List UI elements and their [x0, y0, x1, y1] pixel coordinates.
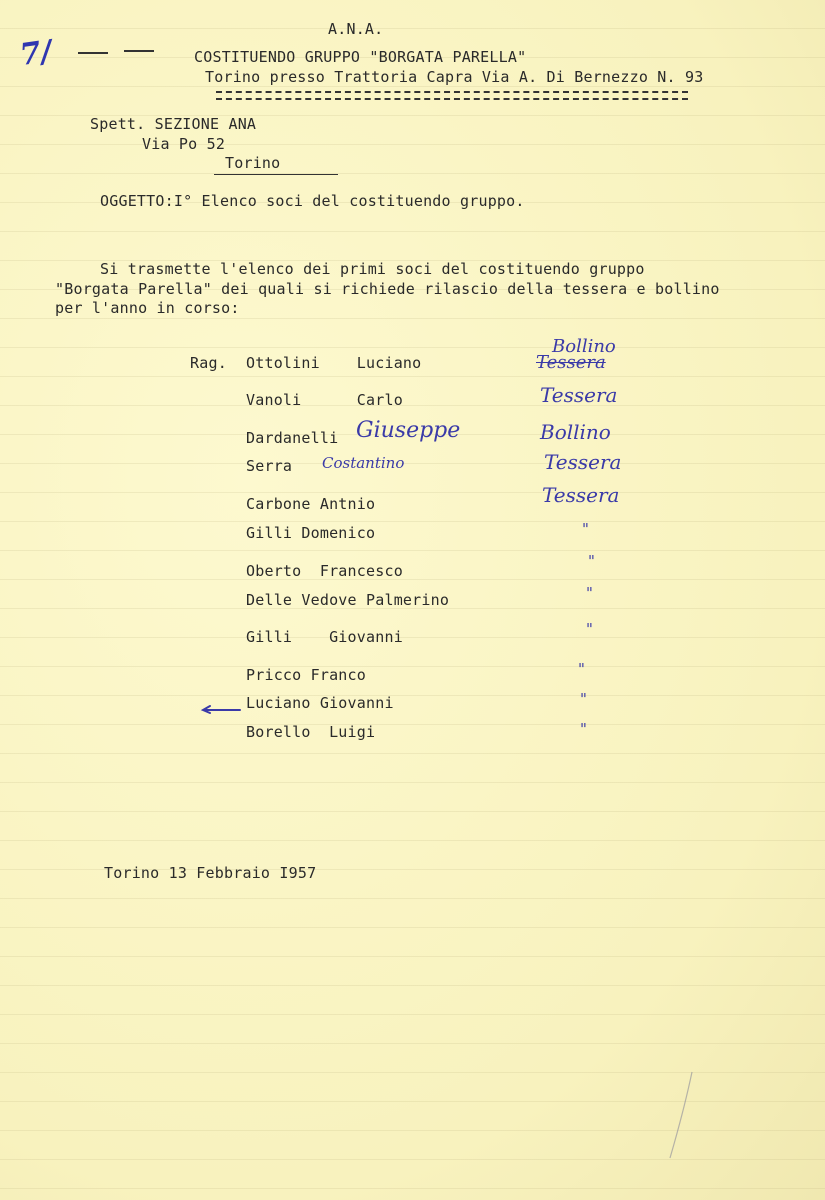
margin-dash-1 — [78, 52, 108, 54]
member-name: Carbone Antnio — [246, 495, 376, 513]
stray-pen-stroke — [666, 1070, 696, 1164]
member-handwritten-firstname: Giuseppe — [356, 418, 461, 443]
subject-line: OGGETTO:I° Elenco soci del costituendo gruppo. — [100, 192, 525, 210]
body-line-3: per l'anno in corso: — [55, 299, 240, 317]
ditto-mark: " — [588, 552, 595, 570]
group-title: COSTITUENDO GRUPPO "BORGATA PARELLA" — [194, 48, 527, 66]
member-name: Gilli Domenico — [246, 524, 376, 542]
member-note: Bollino — [540, 420, 611, 444]
member-note: Tessera — [540, 383, 618, 407]
member-name: Borello Luigi — [246, 723, 376, 741]
ditto-mark: " — [580, 690, 587, 708]
date-line: Torino 13 Febbraio I957 — [104, 864, 317, 882]
member-name: Serra — [246, 457, 293, 475]
member-prefix: Rag. — [190, 354, 227, 372]
ditto-mark: " — [582, 520, 589, 538]
member-note: Bollino — [552, 336, 616, 357]
margin-note: 7/ — [17, 33, 55, 74]
member-name: Gilli Giovanni — [246, 628, 403, 646]
member-name: Dardanelli — [246, 429, 339, 447]
recipient-line-2: Via Po 52 — [142, 135, 226, 153]
member-note-struck: Tessera — [536, 352, 606, 373]
group-address: Torino presso Trattoria Capra Via A. Di Bernezzo N. 93 — [205, 68, 704, 86]
recipient-underline — [214, 174, 338, 175]
member-name: Oberto Francesco — [246, 562, 403, 580]
member-name: Vanoli Carlo — [246, 391, 403, 409]
member-name: Pricco Franco — [246, 666, 366, 684]
member-name: Delle Vedove Palmerino — [246, 591, 450, 609]
header-double-rule — [216, 91, 688, 100]
arrow-mark-icon — [200, 701, 242, 720]
member-name: Luciano Giovanni — [246, 694, 394, 712]
member-handwritten-firstname: Costantino — [322, 454, 405, 472]
member-note: Tessera — [544, 450, 622, 474]
org-title: A.N.A. — [328, 20, 384, 38]
member-note: Tessera — [542, 483, 620, 507]
recipient-line-3: Torino — [225, 154, 281, 172]
ditto-mark: " — [586, 584, 593, 602]
ditto-mark: " — [580, 720, 587, 738]
member-name: Ottolini Luciano — [246, 354, 422, 372]
body-line-2: "Borgata Parella" dei quali si richiede rilascio della tessera e bollino — [55, 280, 720, 298]
body-line-1: Si trasmette l'elenco dei primi soci del costituendo gruppo — [100, 260, 645, 278]
ditto-mark: " — [586, 620, 593, 638]
recipient-line-1: Spett. SEZIONE ANA — [90, 115, 257, 133]
margin-dash-2 — [124, 50, 154, 52]
ditto-mark: " — [578, 660, 585, 678]
